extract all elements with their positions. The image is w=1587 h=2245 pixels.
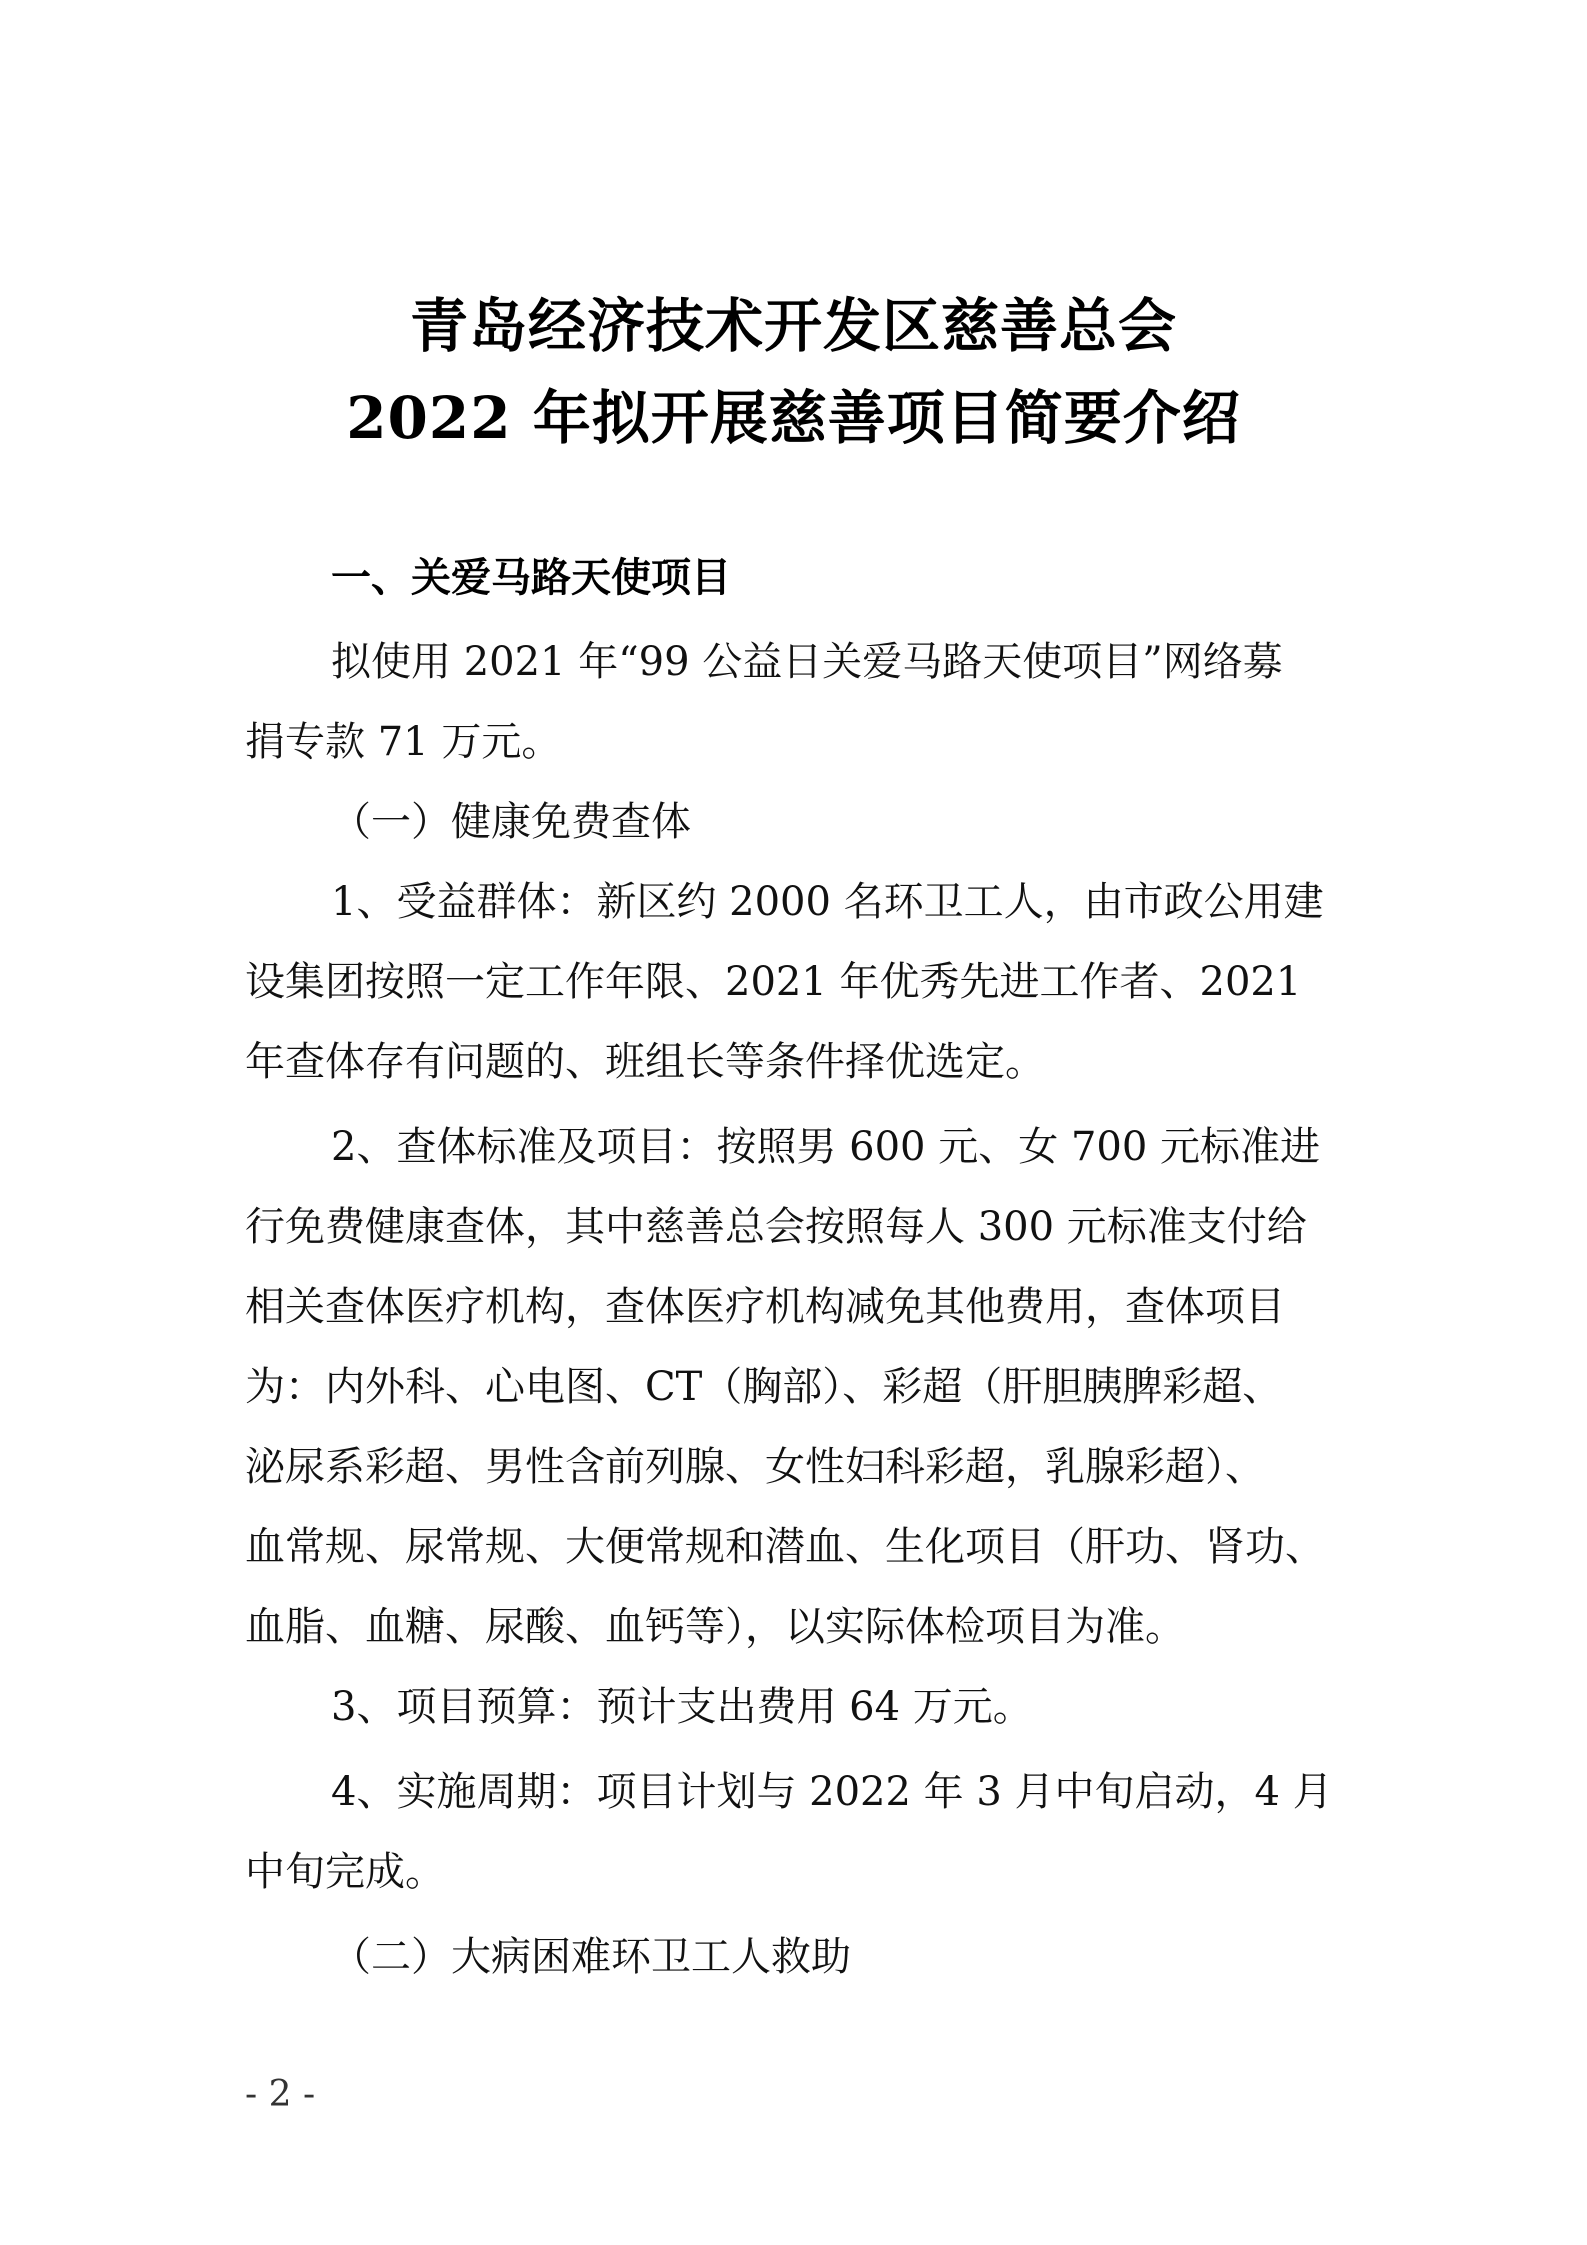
- paragraph-line: 相关查体医疗机构，查体医疗机构减免其他费用，查体项目: [245, 1284, 1285, 1330]
- page-number: - 2 -: [245, 2074, 316, 2115]
- subsection-heading: （二）大病困难环卫工人救助: [331, 1934, 851, 1980]
- paragraph-line: 3、项目预算：预计支出费用 64 万元。: [331, 1684, 1033, 1730]
- subsection-heading: （一）健康免费查体: [331, 799, 691, 845]
- paragraph-line: 中旬完成。: [245, 1849, 445, 1895]
- paragraph-line: 2、查体标准及项目：按照男 600 元、女 700 元标准进: [331, 1124, 1321, 1170]
- paragraph-line: 血脂、血糖、尿酸、血钙等），以实际体检项目为准。: [245, 1604, 1185, 1650]
- paragraph-line: 4、实施周期：项目计划与 2022 年 3 月中旬启动，4 月: [331, 1769, 1333, 1815]
- paragraph-line: 拟使用 2021 年“99 公益日关爱马路天使项目”网络募: [331, 639, 1283, 685]
- document-title-line-2: 2022 年拟开展慈善项目简要介绍: [346, 384, 1241, 452]
- paragraph-line: 年查体存有问题的、班组长等条件择优选定。: [245, 1039, 1045, 1085]
- paragraph-line: 行免费健康查体，其中慈善总会按照每人 300 元标准支付给: [245, 1204, 1307, 1250]
- paragraph-line: 泌尿系彩超、男性含前列腺、女性妇科彩超，乳腺彩超）、: [245, 1444, 1265, 1490]
- paragraph-line: 设集团按照一定工作年限、2021 年优秀先进工作者、2021: [245, 959, 1302, 1005]
- paragraph-line: 血常规、尿常规、大便常规和潜血、生化项目（肝功、肾功、: [245, 1524, 1325, 1570]
- paragraph-line: 为：内外科、心电图、CT（胸部）、彩超（肝胆胰脾彩超、: [245, 1364, 1283, 1410]
- paragraph-line: 捐专款 71 万元。: [245, 719, 562, 765]
- document-title-line-1: 青岛经济技术开发区慈善总会: [409, 292, 1177, 360]
- paragraph-line: 1、受益群体：新区约 2000 名环卫工人，由市政公用建: [331, 879, 1324, 925]
- section-heading: 一、关爱马路天使项目: [331, 555, 731, 601]
